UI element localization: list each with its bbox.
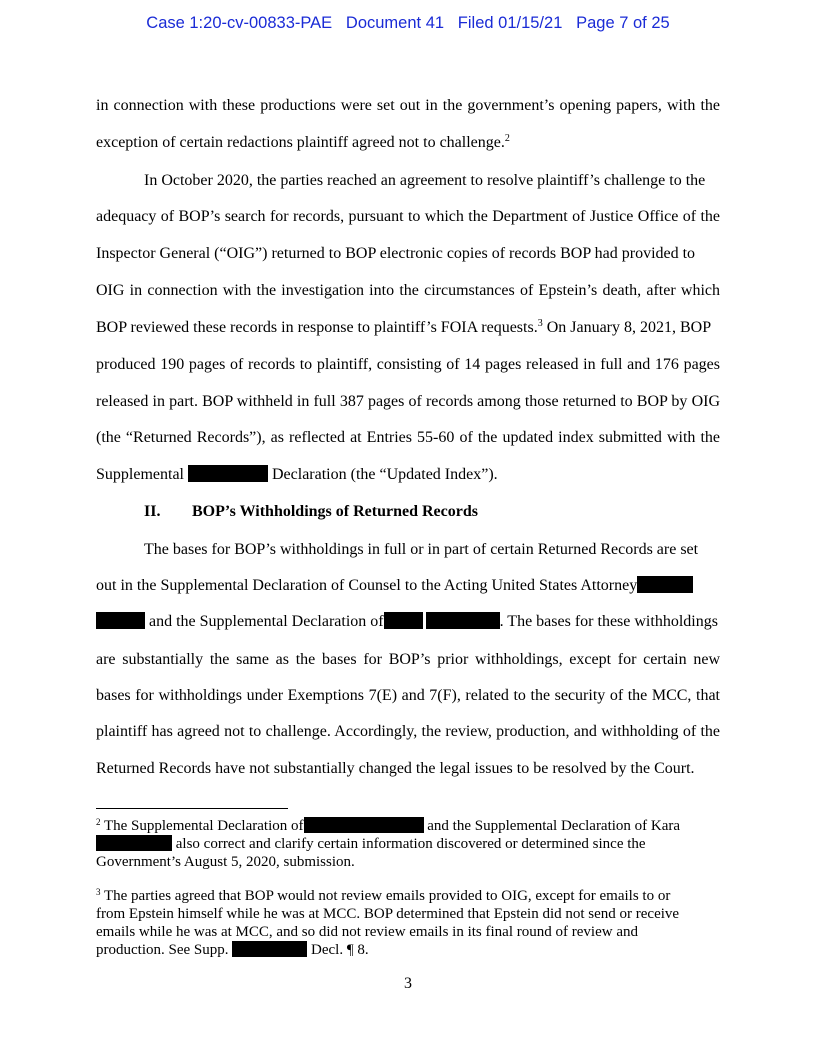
body-line: The bases for BOP’s withholdings in full or in part of certain Returned Records are set xyxy=(144,541,699,558)
footnote-line: emails while he was at MCC, and so did not review emails in its final round of review and xyxy=(96,924,638,940)
body-line xyxy=(96,612,718,632)
body-text: On January 8, 2021, BOP xyxy=(542,319,712,336)
body-line: In October 2020, the parties reached an agreement to resolve plaintiff’s challenge to the xyxy=(144,172,706,189)
redaction-bar xyxy=(96,835,172,851)
footnote-ref: 3 xyxy=(537,318,543,329)
footnote-ref: 2 xyxy=(504,133,510,144)
footnote-mark: 2 xyxy=(96,817,101,827)
body-line: OIG in connection with the investigation into the circumstances of Epstein’s death, after which xyxy=(96,282,720,299)
section-title: BOP’s Withholdings of Returned Records xyxy=(192,503,478,520)
footnote-line xyxy=(96,817,680,835)
body-text: Declaration (the “Updated Index”). xyxy=(267,466,498,483)
footnote-line: Government’s August 5, 2020, submission. xyxy=(96,854,355,870)
footnote-text: and the Supplemental Declaration of Kara xyxy=(423,818,681,834)
footnote-text: Decl. ¶ 8. xyxy=(307,942,369,958)
page-number: 3 xyxy=(404,975,412,992)
body-line xyxy=(96,576,693,596)
case-header: Case 1:20-cv-00833-PAE Document 41 Filed 01/15/21 Page 7 of 25 xyxy=(146,14,670,32)
body-text: Supplemental xyxy=(96,466,188,483)
footnote-line xyxy=(96,941,369,959)
redaction-bar xyxy=(384,612,423,629)
footnote-divider xyxy=(96,808,288,809)
body-line: are substantially the same as the bases for BOP’s prior withholdings, except for certain new xyxy=(96,651,720,668)
redaction-bar xyxy=(232,941,307,957)
body-line xyxy=(96,465,498,485)
body-line: Returned Records have not substantially changed the legal issues to be resolved by the Court. xyxy=(96,760,695,777)
footnote-line: from Epstein himself while he was at MCC. BOP determined that Epstein did not send or receive xyxy=(96,906,680,922)
body-line xyxy=(96,133,510,153)
footnote-text: The Supplemental Declaration of xyxy=(100,818,304,834)
redaction-bar xyxy=(304,817,354,833)
section-number: II. xyxy=(144,503,161,520)
body-line: produced 190 pages of records to plaintiff, consisting of 14 pages released in full and 176 pages xyxy=(96,356,720,373)
body-line: bases for withholdings under Exemptions 7(E) and 7(F), related to the security of the MCC, that xyxy=(96,687,720,704)
footnote-line xyxy=(96,887,670,905)
body-line: Inspector General (“OIG”) returned to BOP electronic copies of records BOP had provided to xyxy=(96,245,696,262)
body-text: . The bases for these withholdings xyxy=(499,613,718,630)
body-line: (the “Returned Records”), as reflected at Entries 55-60 of the updated index submitted with the xyxy=(96,429,720,446)
footnote-mark: 3 xyxy=(96,887,101,897)
body-text: exception of certain redactions plaintiff agreed not to challenge. xyxy=(96,134,505,151)
redaction-bar xyxy=(96,612,145,629)
footnote-text: production. See Supp. xyxy=(96,942,233,958)
footnote-line xyxy=(96,835,646,853)
redaction-bar xyxy=(637,576,693,593)
redaction-bar xyxy=(188,465,268,482)
body-line xyxy=(96,318,711,338)
footnote-text: The parties agreed that BOP would not review emails provided to OIG, except for emails to or xyxy=(100,888,671,904)
body-line: adequacy of BOP’s search for records, pursuant to which the Department of Justice Office of the xyxy=(96,208,720,225)
body-text: out in the Supplemental Declaration of Counsel to the Acting United States Attorney xyxy=(96,577,638,594)
redaction-bar xyxy=(354,817,424,833)
body-line: plaintiff has agreed not to challenge. Accordingly, the review, production, and withholding of the xyxy=(96,723,720,740)
body-text: BOP reviewed these records in response to plaintiff’s FOIA requests. xyxy=(96,319,538,336)
body-line: in connection with these productions were set out in the government’s opening papers, with the xyxy=(96,97,720,114)
section-heading xyxy=(144,502,478,522)
redaction-bar xyxy=(426,612,500,629)
footnote-text: also correct and clarify certain information discovered or determined since the xyxy=(172,836,646,852)
body-text: and the Supplemental Declaration of xyxy=(145,613,384,630)
body-line: released in part. BOP withheld in full 387 pages of records among those returned to BOP by OIG xyxy=(96,393,720,410)
